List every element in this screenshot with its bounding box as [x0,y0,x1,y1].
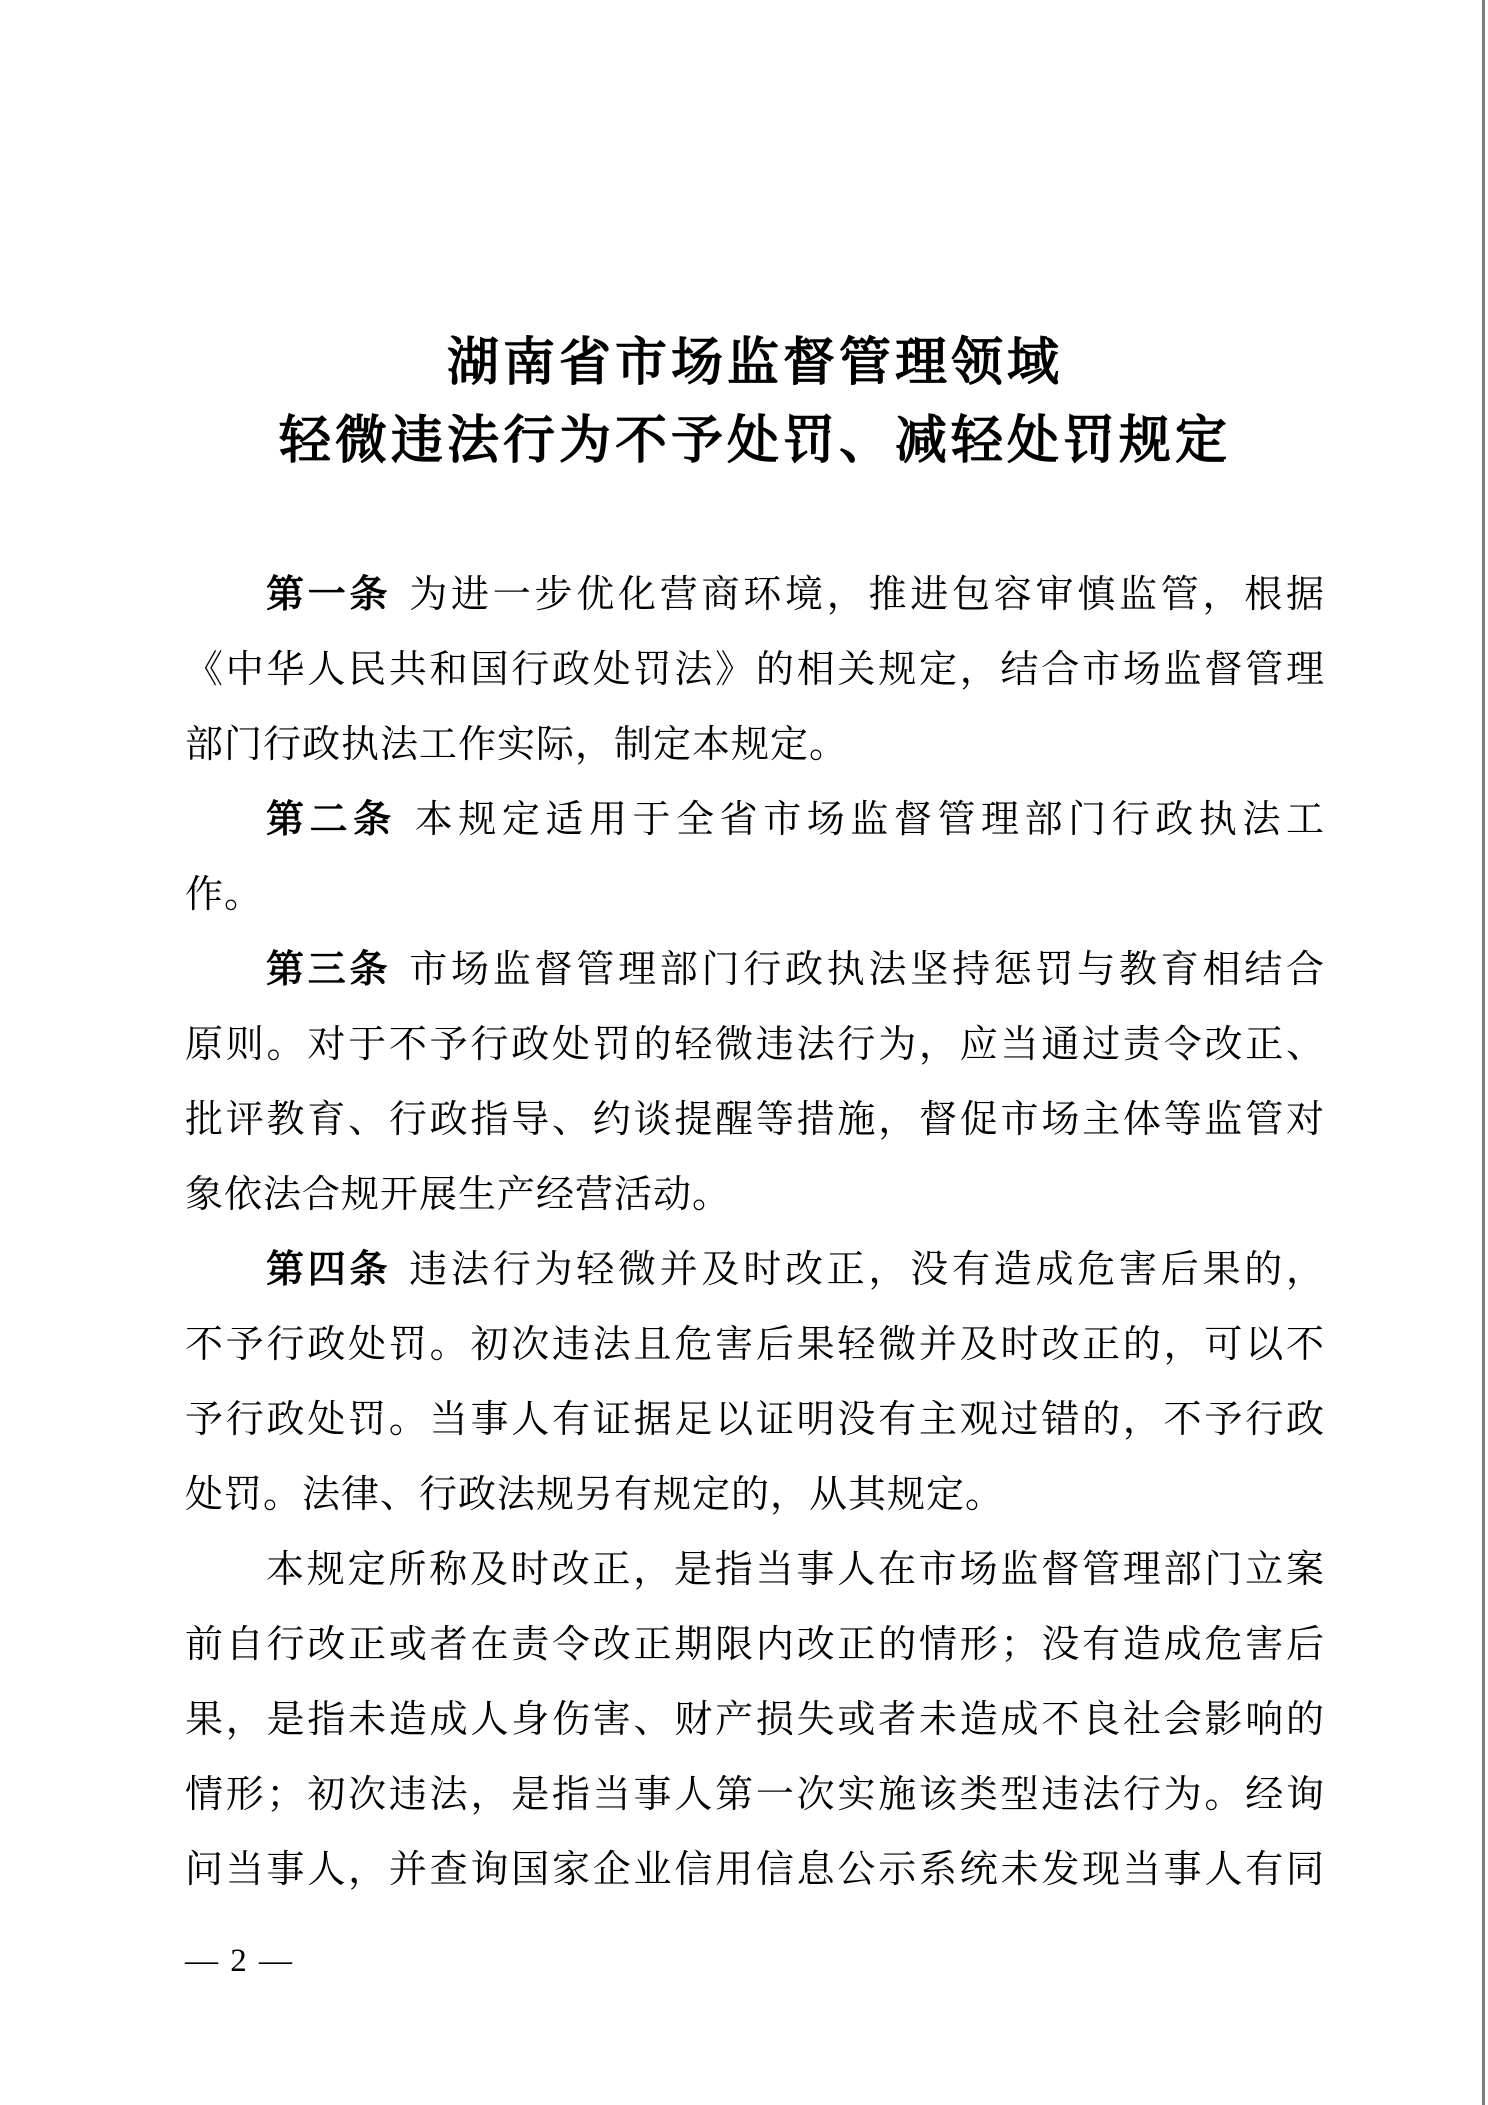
document-title [185,325,1325,481]
article-number: 第一条 [266,574,392,616]
body-line-text: 前自行改正或者在责令改正期限内改正的情形；没有造成危害后 [185,1624,1325,1666]
body-line-text: 象依法合规开展生产经营活动。 [185,1174,732,1216]
body-line [185,933,1325,1008]
body-line-text: 果，是指未造成人身伤害、财产损失或者未造成不良社会影响的 [185,1699,1325,1741]
body-line [185,558,1325,633]
body-line-text: 本规定所称及时改正，是指当事人在市场监督管理部门立案 [266,1549,1325,1591]
body-line-text: 不予行政处罚。初次违法且危害后果轻微并及时改正的，可以不 [185,1324,1325,1366]
body-line [185,1158,1325,1233]
body-line-text: 部门行政执法工作实际，制定本规定。 [185,724,849,766]
body-line-text: 处罚。法律、行政法规另有规定的，从其规定。 [185,1474,1005,1516]
scan-edge-line [1482,0,1485,2105]
body-line-text: 本规定适用于全省市场监督管理部门行政执法工 [414,799,1325,841]
body-line [185,1533,1325,1608]
body-line [185,633,1325,708]
body-line [185,1833,1325,1908]
article-number: 第二条 [266,799,397,841]
body-line [185,1008,1325,1083]
body-line-text: 情形；初次违法，是指当事人第一次实施该类型违法行为。经询 [185,1774,1325,1816]
body-line-text: 市场监督管理部门行政执法坚持惩罚与教育相结合 [409,949,1325,991]
body-line [185,708,1325,783]
body-line [185,1383,1325,1458]
page-number: — 2 — [185,1943,294,1979]
body-line [185,1308,1325,1383]
body-line-text: 原则。对于不予行政处罚的轻微违法行为，应当通过责令改正、 [185,1024,1325,1066]
article-number: 第三条 [266,949,392,991]
body-line-text: 批评教育、行政指导、约谈提醒等措施，督促市场主体等监管对 [185,1099,1325,1141]
body-line-text: 作。 [185,874,264,916]
document-title-line-1: 湖南省市场监督管理领域 [446,335,1063,392]
body-line [185,783,1325,858]
body-line-text: 违法行为轻微并及时改正，没有造成危害后果的， [409,1249,1325,1291]
body-line [185,1758,1325,1833]
document-title-line-2: 轻微违法行为不予处罚、减轻处罚规定 [278,413,1231,470]
document-body [185,558,1325,1908]
body-line-text: 《中华人民共和国行政处罚法》的相关规定，结合市场监督管理 [185,649,1325,691]
body-line [185,858,1325,933]
body-line [185,1458,1325,1533]
body-line [185,1233,1325,1308]
body-line [185,1083,1325,1158]
body-line-text: 予行政处罚。当事人有证据足以证明没有主观过错的，不予行政 [185,1399,1325,1441]
article-number: 第四条 [266,1249,392,1291]
body-line [185,1608,1325,1683]
body-line-text: 问当事人，并查询国家企业信用信息公示系统未发现当事人有同 [185,1849,1325,1891]
body-line-text: 为进一步优化营商环境，推进包容审慎监管，根据 [409,574,1325,616]
body-line [185,1683,1325,1758]
